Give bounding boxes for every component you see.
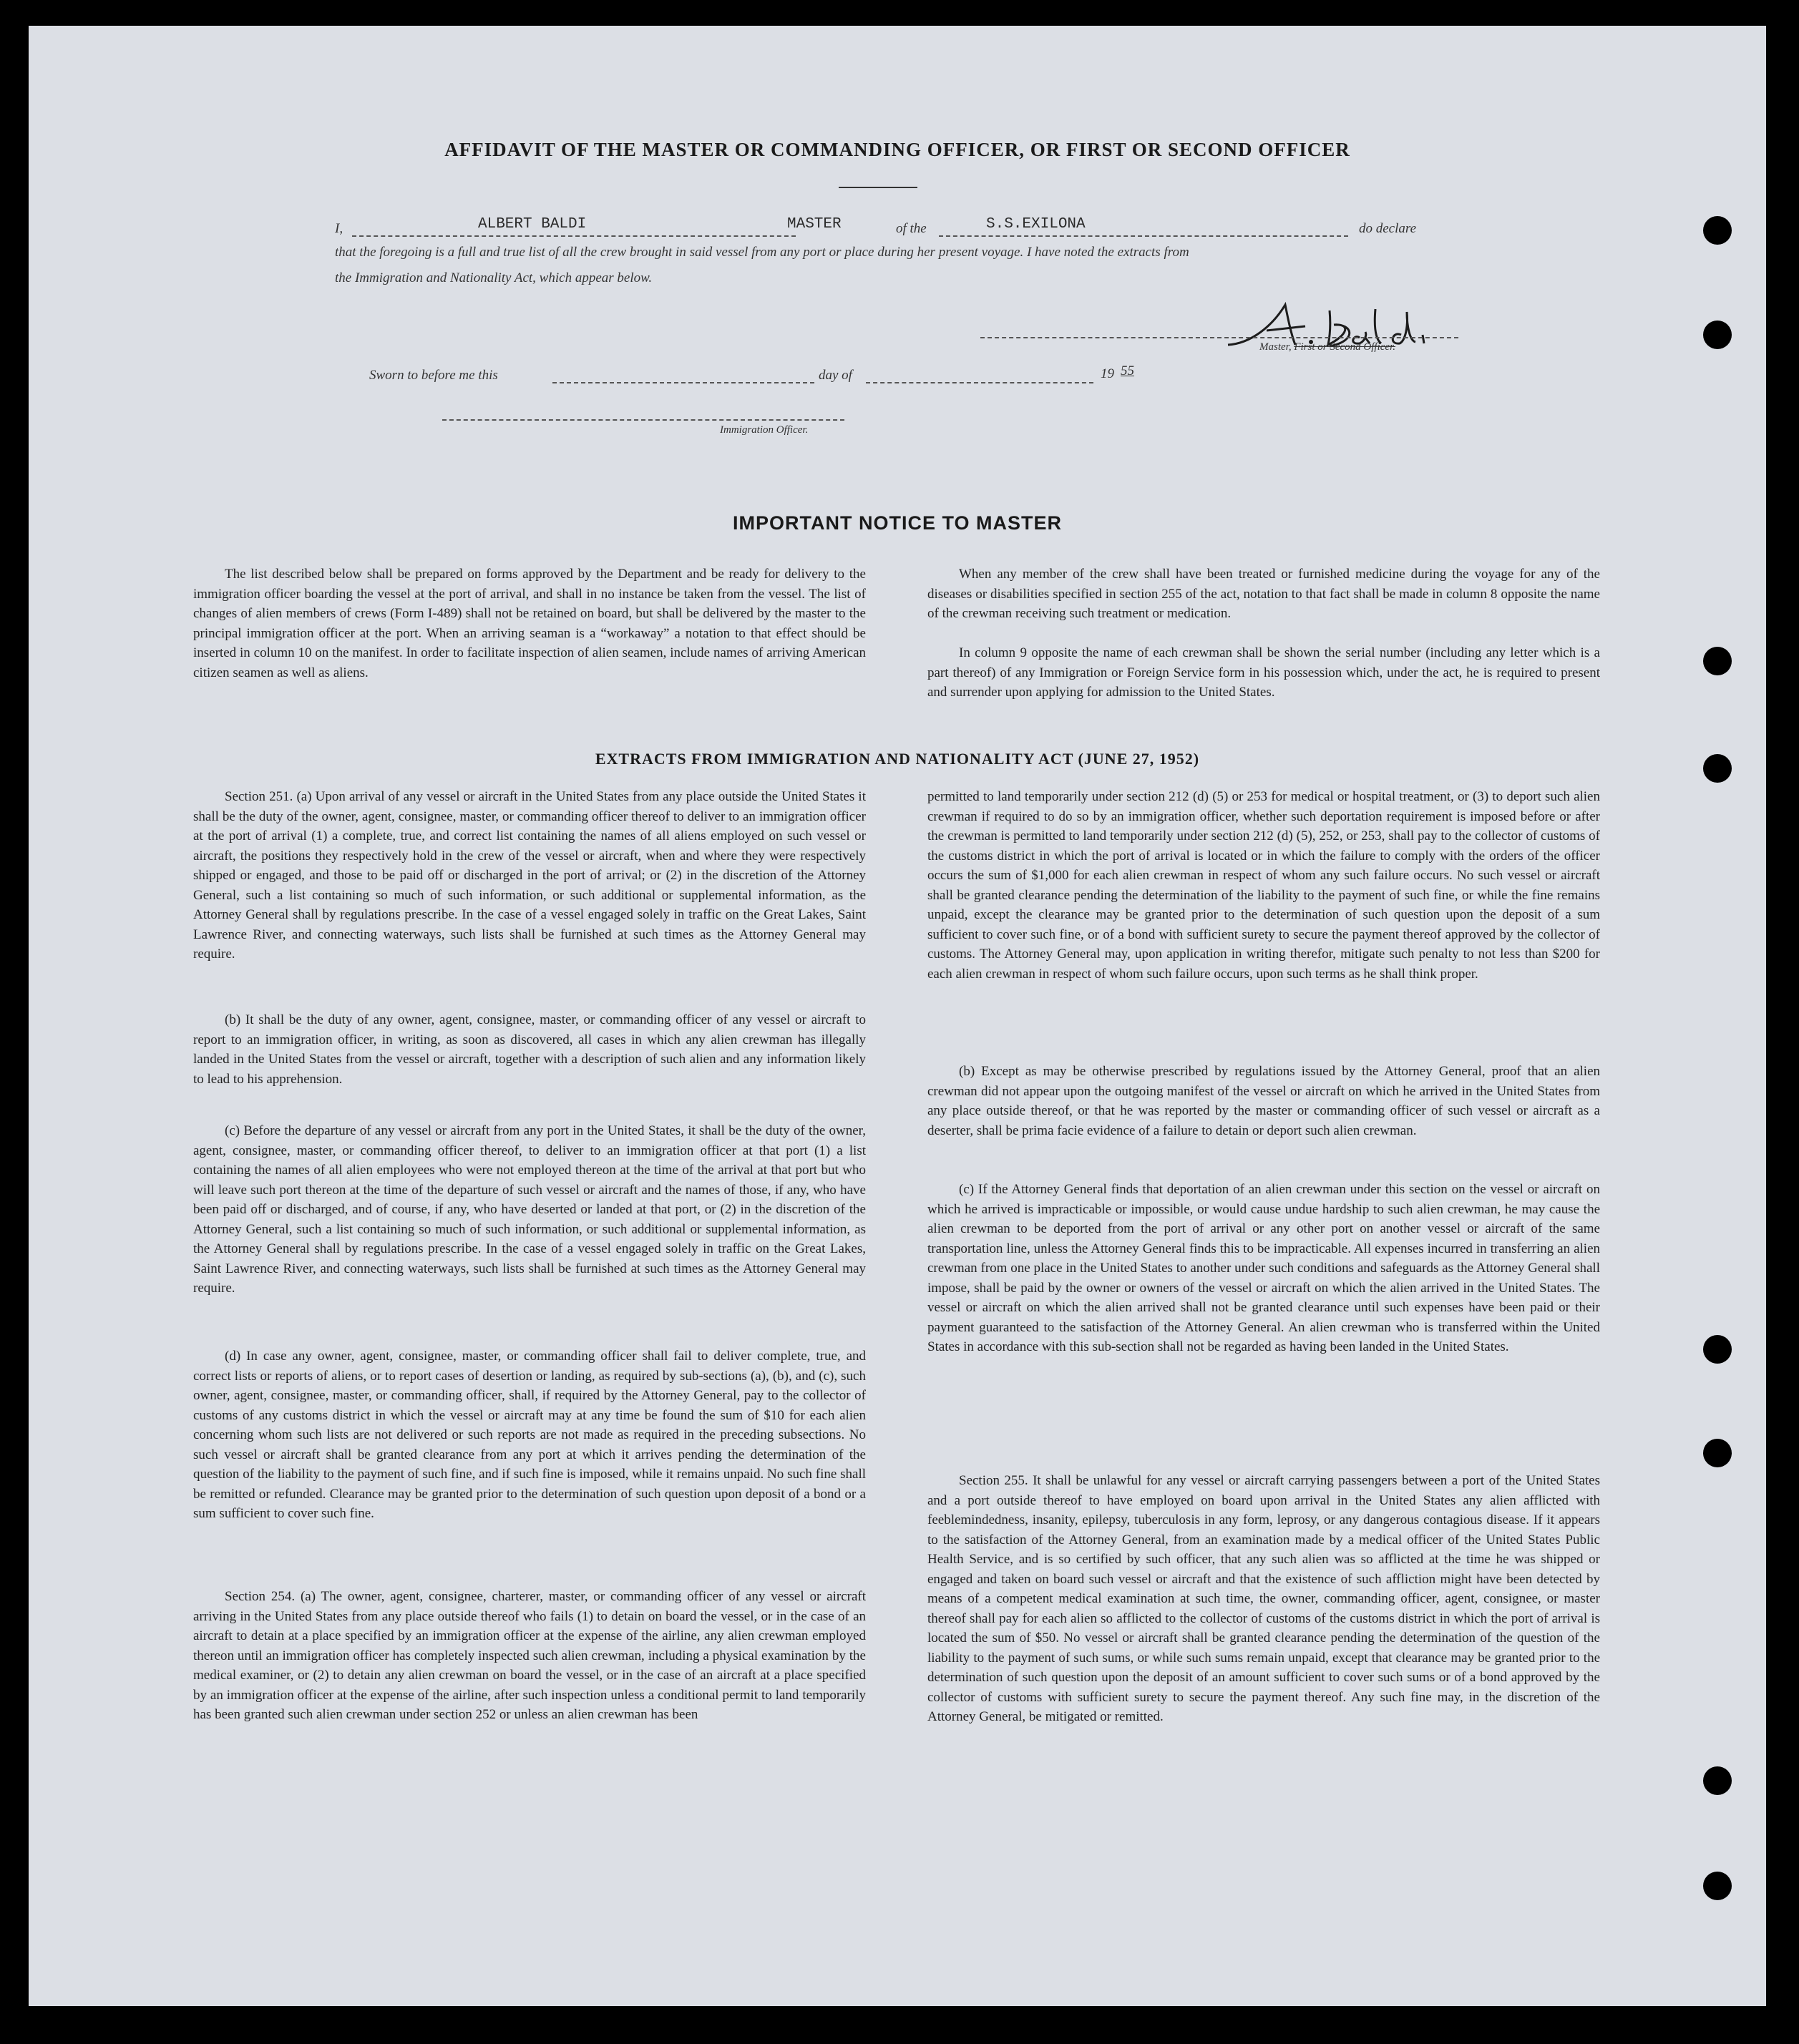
notice-title: IMPORTANT NOTICE TO MASTER [733, 512, 1062, 534]
master-caption-prefix: Master, [1259, 341, 1292, 353]
affidavit-title: AFFIDAVIT OF THE MASTER OR COMMANDING OFFICER, OR FIRST OR SECOND OFFICER [444, 139, 1350, 160]
section-251c: (c) Before the departure of any vessel or aircraft from any port in the United States, it shall be the duty of the owner, agent, consignee, master, or commanding officer thereof, to deliver to an immigration officer at that port (1) a list containing the names of all alien employees who were not employed thereon at the time of the arrival at that port but who will leave such port thereon at the time of the departure of such vessel or aircraft and the names of those, if any, who have been paid off or discharged, and of course, if any, who have deserted or landed at that port, or (2) in the discretion of the Attorney General, such a list containing so much of such information, or such additional or supplemental information, as the Attorney General shall by regulations prescribe. In the case of a vessel engaged solely in traffic on the Great Lakes, Saint Lawrence River, and connecting waterways, such lists shall be furnished at such times as the Attorney General may require. [193, 1123, 866, 1296]
master-rank: MASTER [787, 216, 842, 233]
name-line [352, 235, 796, 237]
declaration-line-2: the Immigration and Nationality Act, which appear below. [335, 270, 653, 285]
officer-signature-line [442, 419, 844, 421]
declaration-line-1: that the foregoing is a full and true list of all the crew brought in said vessel from any port or place during her present voyage. I have noted the extracts from [335, 245, 1189, 260]
section-255: Section 255. It shall be unlawful for any vessel or aircraft carrying passengers between a port of the United States and a port outside thereof to have employed on board upon arrival in the United States any alien afflicted with feeblemindedness, insanity, epilepsy, tuberculosis in any form, leprosy, or any dangerous contagious disease. If it appears to the satisfaction of the Attorney General, from an examination made by a medical officer of the United States Public Health Service, and is so certified by such officer, that any such alien was so afflicted at the time he was shipped or engaged and taken on board such vessel or aircraft and that the existence of such affliction might have been detected by means of a competent medical examination at such time, the owner, commanding officer, agent, consignee, or master thereof shall pay for each alien so afflicted to the collector of customs of the customs district in which the port of arrival is located the sum of $50. No vessel or aircraft shall be granted clearance pending the determination of the question of the liability to the payment of such sums, or while such sums remain unpaid, except that clearance may be granted prior to the determination of such question upon the deposit of an amount sufficient to cover such sums or of a bond approved by the collector of customs with sufficient surety to secure the payment thereof. Any such fine may, in the discretion of the Attorney General, be mitigated or remitted. [927, 1473, 1600, 1724]
section-254b: (b) Except as may be otherwise prescribed by regulations issued by the Attorney General, proof that an alien crewman did not appear upon the outgoing manifest of the vessel or aircraft on which he arrived in the United States from any place outside thereof, or that he was reported by the master or commanding officer of such vessel or aircraft as a deserter, shall be prima facie evidence of a failure to detain or deport such alien crewman. [927, 1064, 1600, 1138]
section-254a: Section 254. (a) The owner, agent, consignee, charterer, master, or commanding officer of any vessel or aircraft arriving in the United States from any place outside thereof who fails (1) to detain on board the vessel, or in the case of an aircraft to detain at a place specified by an immigration officer at the expense of the airline, any alien crewman employed thereon until an immigration officer has completely inspected such alien crewman, including a physical examination by the medical examiner, or (2) to detain any alien crewman on board the vessel, or in the case of an aircraft at a place specified by an immigration officer at the expense of the airline, after such inspection unless a conditional permit to land temporarily has been granted such alien crewman under section 252 or unless an alien crewman has been [193, 1589, 866, 1722]
vessel-name: S.S.EXILONA [986, 216, 1086, 233]
punch-hole [1703, 216, 1732, 245]
master-caption-struck: First or Second Officer. [1294, 341, 1395, 353]
punch-hole [1703, 1872, 1732, 1900]
punch-hole [1703, 1335, 1732, 1364]
section-254c: (c) If the Attorney General finds that deportation of an alien crewman under this section on the vessel or aircraft on which he arrived is impracticable or impossible, or would cause undue hardship to such alien crewman, he may cause the alien crewman to be deported from the port of arrival or any other port on another vessel or aircraft of the same transportation line, unless the Attorney General finds this to be impracticable. All expenses incurred in transferring an alien crewman from one place in the United States to another under such conditions and safeguards as the Attorney General shall impose, shall be paid by the owner or owners of the vessel or aircraft on which the alien arrived in the United States. The vessel or aircraft on which the alien arrived shall not be granted clearance until such expenses have been paid or their payment guaranteed to the satisfaction of the Attorney General. An alien crewman who is transferred within the United States in accordance with this sub-section shall not be regarded as having been landed in the United States. [927, 1182, 1600, 1354]
master-name: ALBERT BALDI [478, 216, 587, 233]
do-declare-label: do declare [1359, 221, 1417, 236]
master-signature [1222, 298, 1437, 366]
punch-hole [1703, 1766, 1732, 1795]
punch-hole [1703, 321, 1732, 349]
signature-line [980, 337, 1458, 338]
day-of-label: day of [819, 368, 852, 383]
year-suffix: 55 [1121, 363, 1134, 378]
of-the-label: of the [896, 221, 927, 236]
vessel-line [939, 235, 1348, 237]
sworn-month-line [866, 382, 1093, 383]
document-page [29, 26, 1766, 2006]
title-rule [839, 187, 917, 188]
sworn-day-line [552, 382, 814, 383]
officer-caption: Immigration Officer. [720, 424, 809, 436]
punch-hole [1703, 1439, 1732, 1467]
notice-right-paragraph-1: When any member of the crew shall have been treated or furnished medicine during the voyage for any of the diseases or disabilities specified in section 255 of the act, notation to that fact shall be made in column 8 opposite the name of the crewman receiving such treatment or medication. [927, 567, 1600, 621]
section-251b: (b) It shall be the duty of any owner, agent, consignee, master, or commanding officer of any vessel or aircraft to report to an immigration officer, in writing, as soon as discovered, all cases in which any alien crewman has illegally landed in the United States from the vessel or aircraft, together with a description of such alien and any information likely to lead to his apprehension. [193, 1012, 866, 1087]
year-prefix: 19 [1101, 366, 1114, 381]
section-254a-continued: permitted to land temporarily under section 212 (d) (5) or 253 for medical or hospital treatment, or (3) to deport such alien crewman if required to do so by an immigration officer, whether such deportation requirement is imposed before or after the crewman is permitted to land temporarily under section 212 (d) (5), 252, or 253, shall pay to the collector of customs of the customs district in which the port of arrival is located or in which the failure to comply with the orders of the officer occurs the sum of $1,000 for each alien crewman in respect of whom any such failure occurs. No such vessel or aircraft shall be granted clearance pending the determination of the liability to the payment of such fine, or while the fine remains unpaid, except the clearance may be granted prior to the determination of such question upon the deposit of a sum sufficient to cover such fine, or of a bond with sufficient surety to secure the payment thereof approved by the collector of customs. The Attorney General may, upon application in writing therefor, mitigate such penalty to not less than $200 for each alien crewman in respect of whom such failure occurs, upon such terms as he shall think proper. [927, 789, 1600, 982]
master-caption [1259, 341, 1395, 353]
sworn-label: Sworn to before me this [369, 368, 498, 383]
notice-left-paragraph: The list described below shall be prepared on forms approved by the Department and be ready for delivery to the immigration officer boarding the vessel at the port of arrival, and shall in no instance be taken from the vessel. The list of changes of alien members of crews (Form I-489) shall not be retained on board, but shall be delivered by the master to the principal immigration officer at the port. When an arriving seaman is a “workaway” a notation to that effect should be inserted in column 10 on the manifest. In order to facilitate inspection of alien seamen, include names of arriving American citizen seamen as well as aliens. [193, 567, 866, 680]
notice-right-paragraph-2: In column 9 opposite the name of each crewman shall be shown the serial number (including any letter which is a part thereof) of any Immigration or Foreign Service form in his possession which, under the act, he is required to present and surrender upon applying for admission to the United States. [927, 645, 1600, 700]
section-251d: (d) In case any owner, agent, consignee, master, or commanding officer shall fail to deliver complete, true, and correct lists or reports of aliens, or to report cases of desertion or landing, as required by sub-sections (a), (b), and (c), such owner, agent, consignee, master, or commanding officer, shall, if required by the Attorney General, pay to the collector of customs of any customs district in which the vessel or aircraft may at any time be found the sum of $10 for each alien concerning whom such lists are not delivered or such reports are not made as required in the preceding subsections. No such vessel or aircraft shall be granted clearance from any port at which it arrives pending the determination of the question of the liability to the payment of such fine, and if such fine is imposed, while it remains unpaid. No such fine shall be remitted or refunded. Clearance may be granted prior to the determination of such question upon deposit of a bond or a sum sufficient to cover such fine. [193, 1349, 866, 1521]
i-label: I, [335, 221, 343, 236]
punch-hole [1703, 647, 1732, 675]
section-251a: Section 251. (a) Upon arrival of any vessel or aircraft in the United States from any place outside the United States it shall be the duty of the owner, agent, consignee, master, or commanding officer thereof to deliver to an immigration officer at the port of arrival (1) a complete, true, and correct list containing the names of all aliens employed on such vessel or aircraft, the positions they respectively hold in the crew of the vessel or aircraft, when and where they were respectively shipped or engaged, and those to be paid off or discharged in the port of arrival; or (2) in the discretion of the Attorney General, such a list containing so much of such information, or such additional or supplemental information, as the Attorney General shall by regulations prescribe. In the case of a vessel engaged solely in traffic on the Great Lakes, Saint Lawrence River, and connecting waterways, such lists shall be furnished at such times as the Attorney General may require. [193, 789, 866, 962]
extracts-title: EXTRACTS FROM IMMIGRATION AND NATIONALITY ACT (JUNE 27, 1952) [595, 750, 1200, 768]
